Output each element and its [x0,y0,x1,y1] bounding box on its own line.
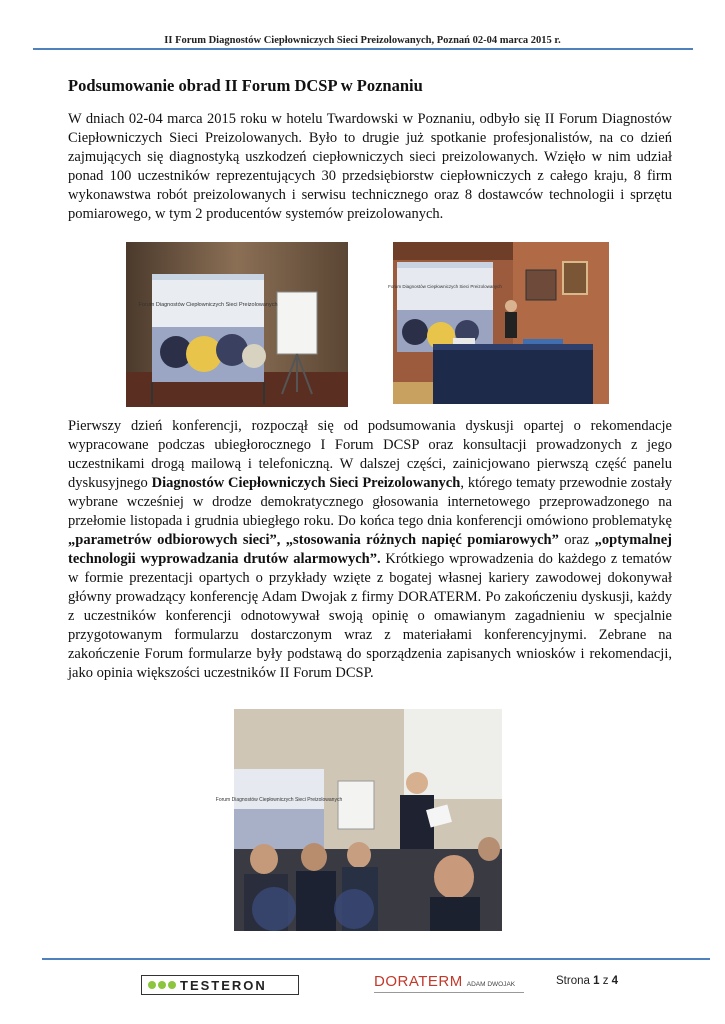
banner-text-2: Forum Diagnostów Ciepłowniczych Sieci Preizolowanych [388,284,502,289]
footer-divider [42,958,710,960]
doraterm-logo [374,973,515,990]
testeron-logo-dots-icon [148,981,176,989]
page-current: 1 [593,975,600,987]
paragraph-discussion-text-4: Krótkiego wprowadzenia do każdego z tematów w formie prezentacji opartych o przykłady wzięte z bogatej własnej kariery zawodowej dokonywał główny prowadzący konferencję Adam Dwojak z firmy DORATERM. Po zakończeniu dyskusji, każdy z uczestników konferencji odnotowywał swoją opinię o omawianym zagadnieniu w specjalnie przygotowanym formularzu dostarczonym wraz z materiałami konferencyjnymi. Zebrane na zakończenie Forum formularze były podstawą do sporządzenia zapisanych wniosków i rekomendacji, jako opinia większości uczestników II Forum DCSP. [68,551,672,681]
doraterm-logo-subtext: ADAM DWOJAK [466,981,516,988]
photo-speaker-audience [215,709,502,931]
testeron-logo [141,975,299,995]
paragraph-discussion-bold-1: Diagnostów Ciepłowniczych Sieci Preizolowanych [151,475,461,491]
photo-banner-flipchart [126,242,348,407]
page-prefix: Strona [556,975,590,987]
paragraph-intro: W dniach 02-04 marca 2015 roku w hotelu Twardowski w Poznaniu, odbyło się II Forum Diagnostów Ciepłowniczych Sieci Preizolowanych. Było to drugie już spotkanie profesjonalistów, na co dzień zajmujących się diagnostyką uszkodzeń ciepłowniczych sieci preizolowanych. Wzięło w nim udział ponad 100 uczestników reprezentujących 30 przedsiębiorstw ciepłowniczych z całego kraju, 8 firm wykonawstwa robót preizolowanych i serwisu technicznego oraz 8 dostawców technologii i sprzętu pomiarowego, w tym 2 producentów systemów preizolowanych. [68,111,672,222]
photo-speaker-audience-image [215,709,502,931]
photo-registration-desk [388,242,609,404]
page-number [556,975,618,987]
paragraph-discussion [68,417,672,683]
paragraph-discussion-bold-3: „optymalnej technologii wyprowadzania drutów alarmowych”. [68,532,672,567]
paragraph-discussion-bold-2: „parametrów odbiorowych sieci”, „stosowania różnych napięć pomiarowych” [68,532,559,548]
banner-text-3: Forum Diagnostów Ciepłowniczych Sieci Preizolowanych [215,797,343,803]
page-total: 4 [611,975,619,987]
photo-registration-desk-image [388,242,609,404]
doraterm-logo-underline [374,992,524,993]
paragraph-discussion-text-2: , którego tematy przewodnie zostały wybrane wcześniej w drodze demokratycznego głosowania internetowego przeprowadzonego na przełomie listopada i grudnia ubiegłego roku. Do końca tego dnia konferencji omówiono problematykę [68,475,672,529]
header-divider [33,48,693,50]
paragraph-discussion-text-3: oraz [558,532,595,548]
page-separator: z [602,975,609,987]
photo-banner-flipchart-image [126,242,348,407]
document-title: Podsumowanie obrad II Forum DCSP w Poznaniu [68,76,423,95]
banner-text-1: Forum Diagnostów Ciepłowniczych Sieci Preizolowanych [138,302,278,308]
doraterm-logo-text: DORATERM [374,973,463,990]
testeron-logo-text: TESTERON [180,977,267,993]
page-header: II Forum Diagnostów Ciepłowniczych Sieci Preizolowanych, Poznań 02-04 marca 2015 r. [164,35,561,46]
paragraph-discussion-text-1: Pierwszy dzień konferencji, rozpoczął się od podsumowania dyskusji opartej o rekomendacje wypracowane podczas ubiegłorocznego I Forum DCSP oraz konsultacji prowadzonych z jego uczestnikami drogą mailową i telefoniczną. W dalszej części, zainicjowano pierwszą część panelu dyskusyjnego [68,418,672,491]
